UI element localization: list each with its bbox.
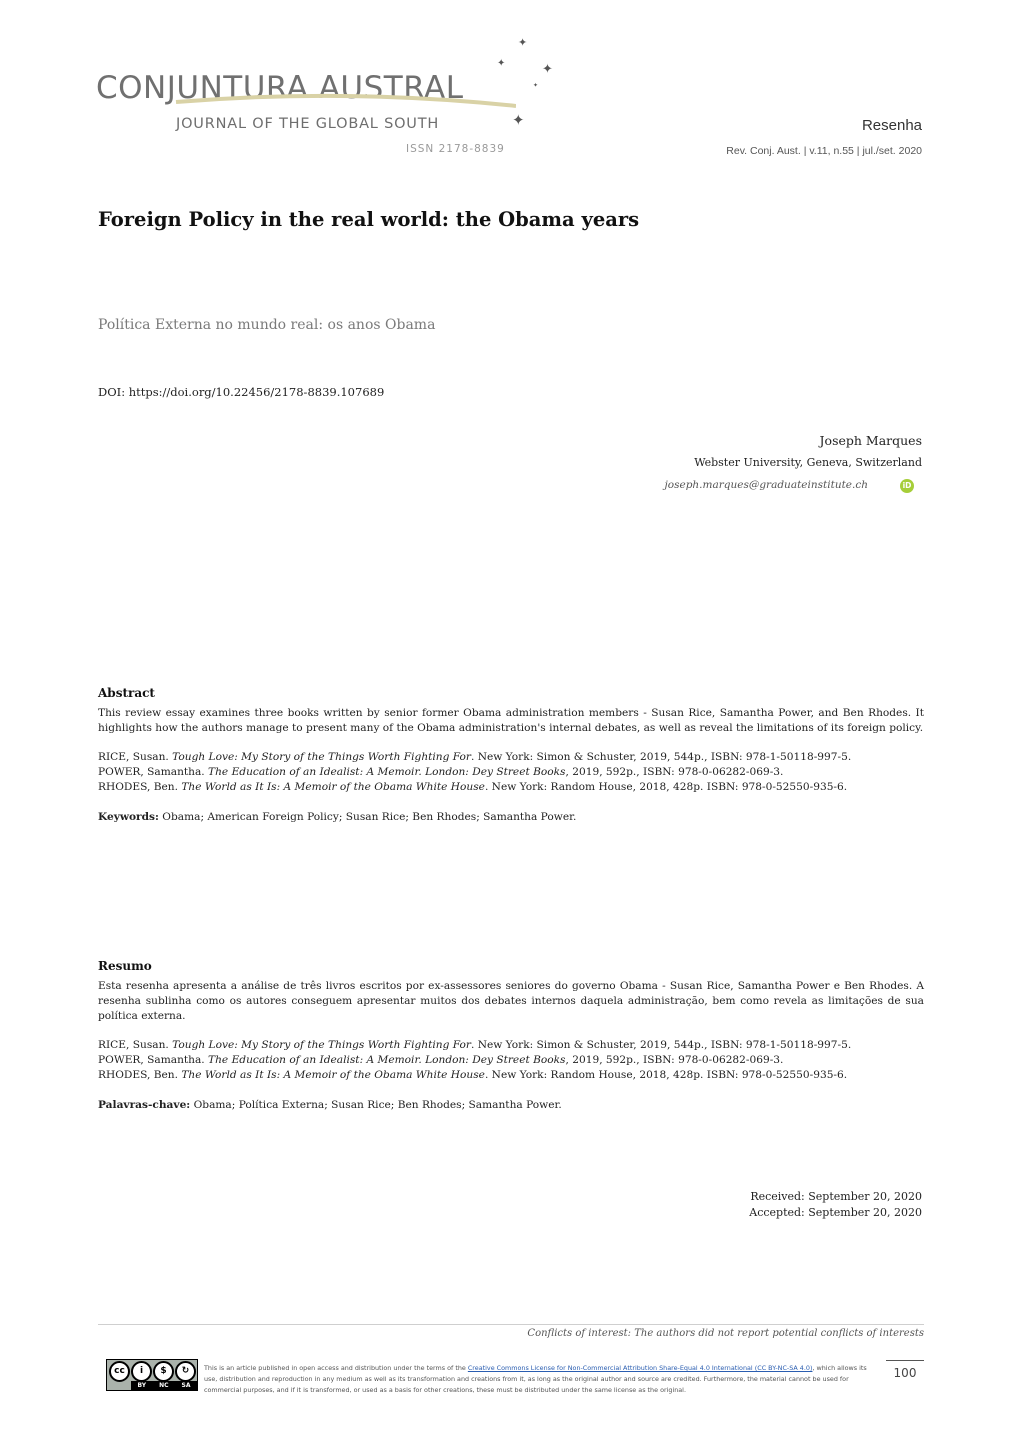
reference-item: RHODES, Ben. The World as It Is: A Memoir of the Obama White House. New York: Random House, 2018, 428p. ISBN: 978-0-52550-935-6. (98, 1069, 848, 1081)
resumo-section (98, 959, 924, 1113)
reference-item: RHODES, Ben. The World as It Is: A Memoir of the Obama White House. New York: Random House, 2018, 428p. ISBN: 978-0-52550-935-6. (98, 781, 848, 793)
keywords-text: Obama; American Foreign Policy; Susan Rice; Ben Rhodes; Samantha Power. (162, 811, 577, 823)
attribution-icon: i (131, 1361, 152, 1382)
keywords-text: Obama; Política Externa; Susan Rice; Ben Rhodes; Samantha Power. (193, 1099, 562, 1111)
star-icon: ✦ (518, 36, 528, 49)
article-alt-title: Política Externa no mundo real: os anos Obama (98, 317, 436, 333)
journal-logo-subtitle: JOURNAL OF THE GLOBAL SOUTH (176, 116, 440, 132)
keywords-label: Keywords: (98, 811, 159, 823)
section-type: Resenha (861, 117, 922, 134)
star-icon: ✦ (497, 58, 506, 69)
journal-issn: ISSN 2178-8839 (406, 143, 505, 155)
journal-reference: Rev. Conj. Aust. | v.11, n.55 | jul./set. 2020 (726, 145, 922, 157)
orcid-icon[interactable]: iD (900, 479, 914, 493)
footer-divider (98, 1324, 924, 1325)
reference-item: POWER, Samantha. The Education of an Idealist: A Memoir. London: Dey Street Books, 2019, 592p., ISBN: 978-0-06282-069-3. (98, 1054, 784, 1066)
noncommercial-icon: $ (153, 1361, 174, 1382)
resumo-text: Esta resenha apresenta a análise de três livros escritos por ex-assessores seniores do governo Obama - Susan Rice, Samantha Power e Ben Rhodes. A resenha sublinha como os autores conseguem apresentar muitos dos debates internos daquela administração, bem como revela as limitações de sua política externa. (98, 980, 924, 1022)
doi-label: DOI: (98, 385, 126, 399)
star-icon: ✦ (512, 111, 525, 129)
author-name: Joseph Marques (819, 433, 922, 448)
page-number: 100 (893, 1366, 917, 1380)
star-icon: ✦ (533, 82, 539, 89)
star-icon: ✦ (542, 62, 553, 77)
reference-item: RICE, Susan. Tough Love: My Story of the Things Worth Fighting For. New York: Simon & Schuster, 2019, 544p., ISBN: 978-1-50118-997-5. (98, 1039, 852, 1051)
resumo-references (98, 1038, 924, 1083)
reference-item: RICE, Susan. Tough Love: My Story of the Things Worth Fighting For. New York: Simon & Schuster, 2019, 544p., ISBN: 978-1-50118-997-5. (98, 751, 852, 763)
accepted-date: Accepted: September 20, 2020 (749, 1206, 922, 1219)
received-date: Received: September 20, 2020 (750, 1190, 922, 1203)
sharealike-icon: ↻ (175, 1361, 196, 1382)
license-text: This is an article published in open access and distribution under the terms of the Creative Commons License for Non-Commercial Attribution Share-Equal 4.0 International (CC BY-NC-SA 4.0), which allows its use, distribution and reproduction in any medium as well as its transformation and creations from it, as long as the original author and source are credited. Furthermore, the material cannot be used for commercial purposes, and if it is transformed, or used as a basis for other creations, these must be distributed under the same license as the original. (204, 1364, 867, 1394)
license-link[interactable]: Creative Commons License for Non-Commercial Attribution Share-Equal 4.0 International (CC BY-NC-SA 4.0) (467, 1364, 813, 1372)
article-dates (749, 1189, 922, 1221)
abstract-section (98, 686, 924, 825)
cc-label-by: BY (137, 1382, 147, 1389)
resumo-keywords (98, 1098, 924, 1113)
cc-license-badge[interactable] (106, 1359, 198, 1391)
article-title: Foreign Policy in the real world: the Obama years (98, 208, 640, 231)
journal-logo-title: CONJUNTURA AUSTRAL (96, 70, 464, 106)
abstract-heading: Abstract (98, 686, 155, 700)
abstract-keywords (98, 810, 924, 825)
author-email[interactable]: joseph.marques@graduateinstitute.ch (664, 479, 868, 491)
doi-link[interactable]: https://doi.org/10.22456/2178-8839.107689 (128, 385, 385, 399)
author-affiliation: Webster University, Geneva, Switzerland (694, 456, 922, 469)
reference-item: POWER, Samantha. The Education of an Idealist: A Memoir. London: Dey Street Books, 2019, 592p., ISBN: 978-0-06282-069-3. (98, 766, 784, 778)
keywords-label: Palavras-chave: (98, 1099, 191, 1111)
page-number-rule (886, 1360, 924, 1361)
conflicts-of-interest: Conflicts of interest: The authors did not report potential conflicts of interests (527, 1328, 924, 1339)
abstract-text: This review essay examines three books written by senior former Obama administration members - Susan Rice, Samantha Power, and Ben Rhodes. It highlights how the authors manage to present many of the Obama administration's internal debates, as well as reveal the limitations of its foreign policy. (98, 707, 924, 734)
cc-label-nc: NC (159, 1382, 169, 1389)
cc-icon: cc (109, 1361, 130, 1382)
doi-line (98, 385, 384, 399)
abstract-references (98, 750, 924, 795)
resumo-heading: Resumo (98, 959, 152, 973)
cc-label-sa: SA (181, 1382, 191, 1389)
